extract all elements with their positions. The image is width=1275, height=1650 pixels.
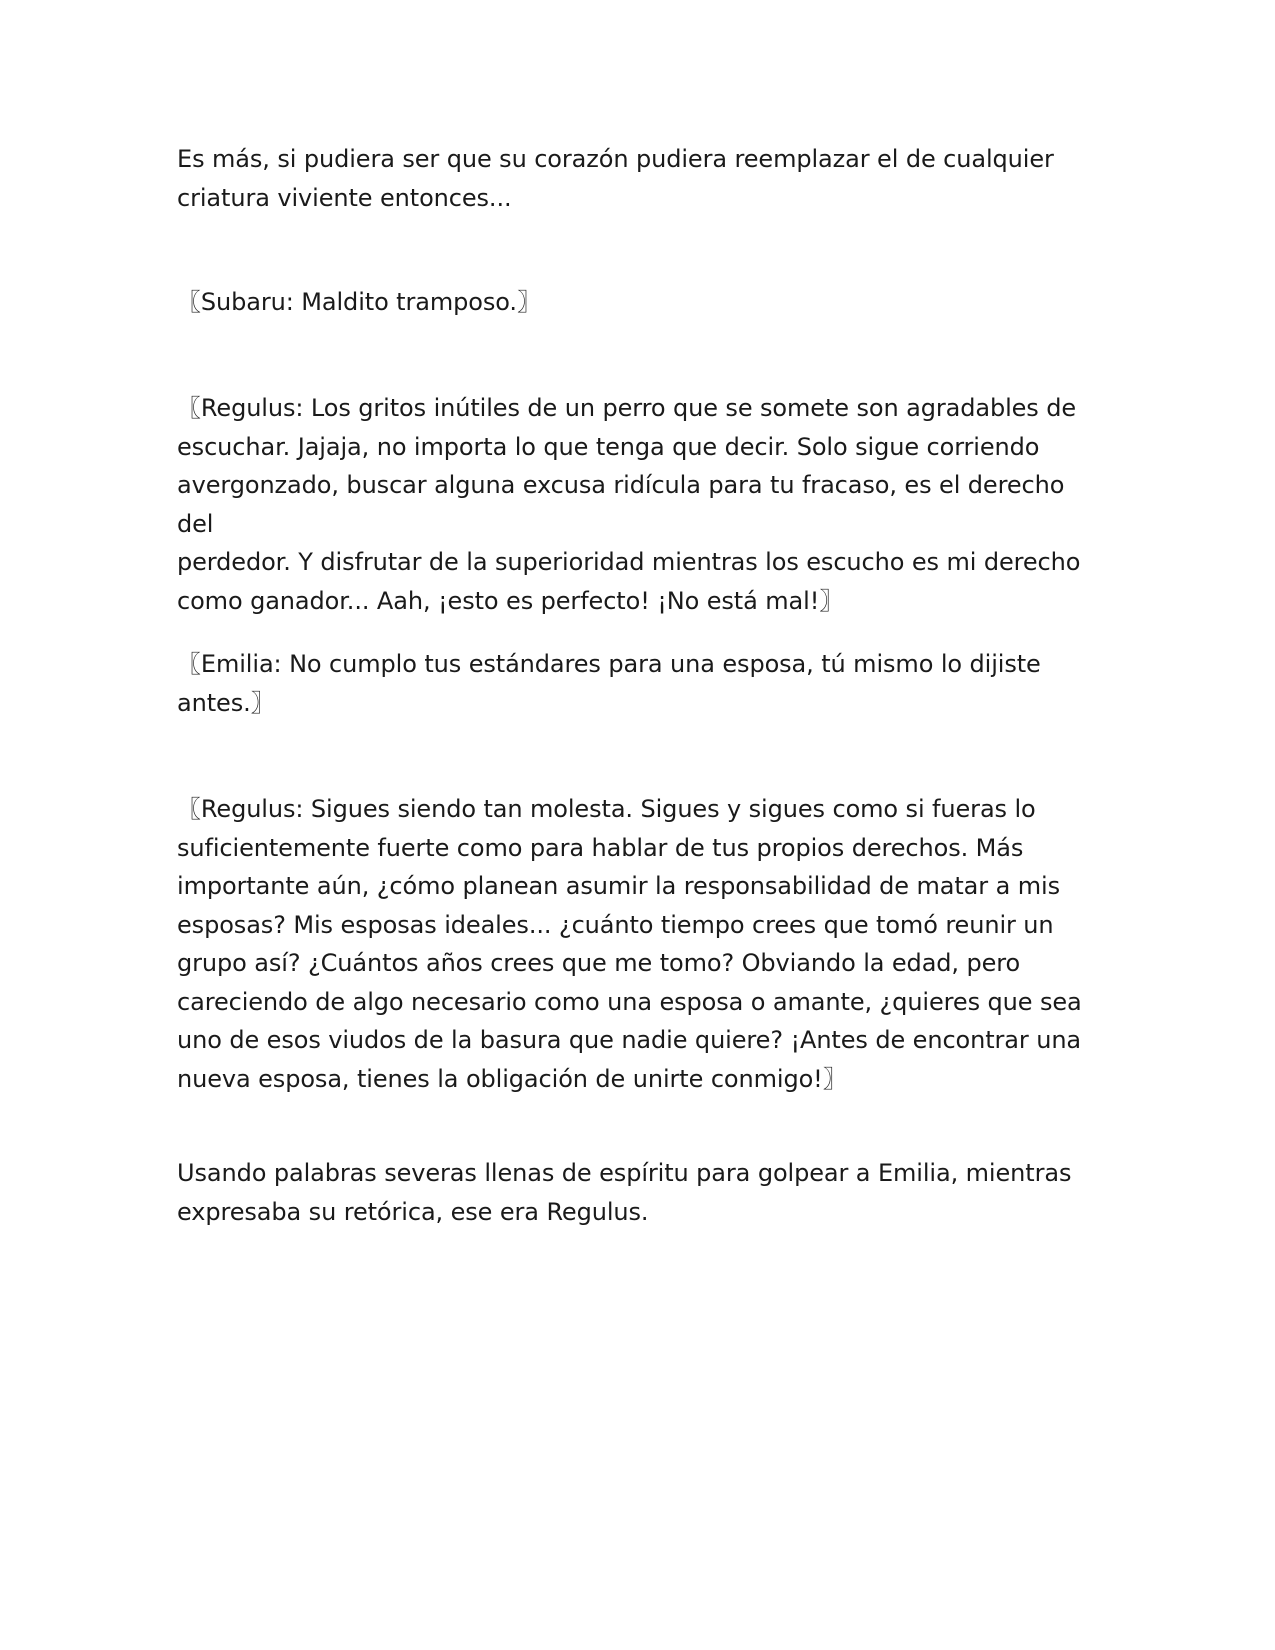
paragraph-dialogue-emilia: 〖Emilia: No cumplo tus estándares para una esposa, tú mismo lo dijiste antes.〗	[177, 650, 1041, 717]
paragraph-narration-2: Usando palabras severas llenas de espíritu para golpear a Emilia, mientras expresaba su retórica, ese era Regulus.	[177, 1159, 1072, 1226]
paragraph-narration-1: Es más, si pudiera ser que su corazón pudiera reemplazar el de cualquier criatura viviente entonces...	[177, 145, 1054, 212]
paragraph-dialogue-subaru: 〖Subaru: Maldito tramposo.〗	[177, 288, 541, 316]
paragraph-dialogue-regulus-1: 〖Regulus: Los gritos inútiles de un perro que se somete son agradables de escuchar. Jajaja, no importa lo que tenga que decir. Solo sigue corriendo avergonzado, buscar alguna excusa ridícula para tu fracaso, es el derecho del perdedor. Y disfrutar de la superioridad mientras los escucho es mi derecho como ganador... Aah, ¡esto es perfecto! ¡No está mal!〗	[177, 394, 1081, 615]
paragraph-dialogue-regulus-2: 〖Regulus: Sigues siendo tan molesta. Sigues y sigues como si fueras lo suficientemente fuerte como para hablar de tus propios derechos. Más importante aún, ¿cómo planean asumir la responsabilidad de matar a mis esposas? Mis esposas ideales... ¿cuánto tiempo crees que tomó reunir un grupo así? ¿Cuántos años crees que me tomo? Obviando la edad, pero careciendo de algo necesario como una esposa o amante, ¿quieres que sea uno de esos viudos de la basura que nadie quiere? ¡Antes de encontrar una nueva esposa, tienes la obligación de unirte conmigo!〗	[177, 795, 1082, 1093]
